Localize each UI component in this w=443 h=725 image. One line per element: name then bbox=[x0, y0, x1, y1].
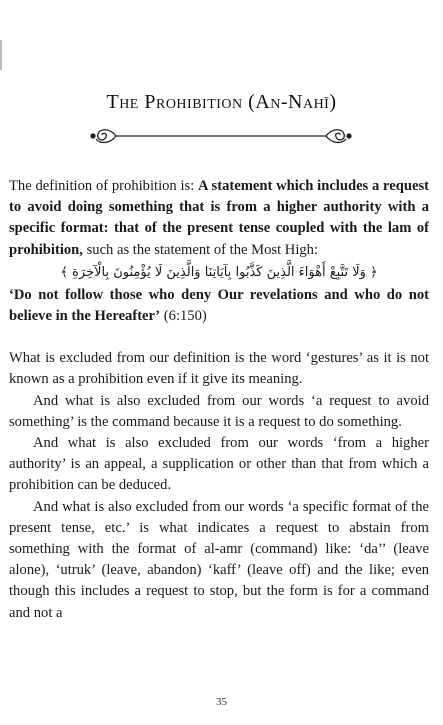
page-number: 35 bbox=[216, 696, 227, 708]
ornament-divider-icon bbox=[90, 124, 352, 148]
paragraph-higher-authority: And what is also excluded from our words ‘from a higher authority’ is an appeal, a supplication or other than that from which a prohibition can be deduced. bbox=[9, 435, 429, 494]
arabic-verse: ﴿ وَلَا تَتَّبِعْ أَهْوَاءَ الَّذِينَ كَذَّبُوا بِآيَاتِنَا وَالَّذِينَ لَا يُؤْمِنُونَ بِالْآخِرَةِ ﴾ bbox=[60, 264, 378, 280]
verse-translation: ‘Do not follow those who deny Our revelations and who do not believe in the Hereafter’ (6:150) bbox=[9, 286, 429, 325]
definition-paragraph: The definition of prohibition is: A statement which includes a request to avoid doing something that is from a higher authority with a specific format: that of the present tense coupled with the lam of prohibition, such as the statement of the Most High: bbox=[9, 178, 429, 258]
page-title: The Prohibition (An-Nahī) bbox=[106, 91, 337, 113]
page-edge-mark bbox=[0, 40, 2, 70]
paragraph-command: And what is also excluded from our words ‘a request to avoid something’ is the command because it is a request to do something. bbox=[9, 392, 429, 430]
paragraph-gestures: What is excluded from our definition is the word ‘gestures’ as it is not known as a prohibition even if it give its meaning. bbox=[9, 350, 429, 388]
body-text bbox=[9, 176, 429, 624]
paragraph-specific-format: And what is also excluded from our words ‘a specific format of the present tense, etc.’ is what indicates a request to abstain from something with the format of al-amr (command) like: ‘da’’ (leave alone), ‘utruk’ (leave, abandon) ‘kaff’ (leave off) and the like; even though this includes a request to stop, but the form is for a command and not a bbox=[9, 498, 429, 621]
